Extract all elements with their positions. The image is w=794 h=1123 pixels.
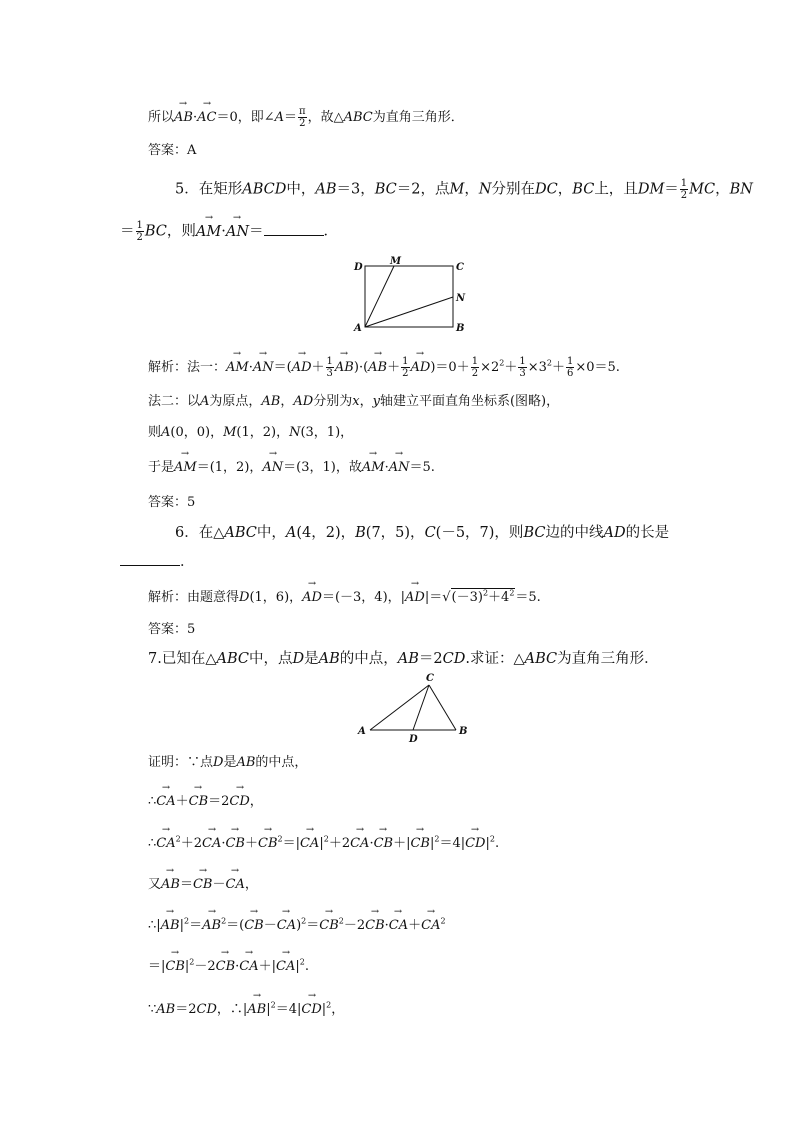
text: → CA [350,835,369,853]
text: → CB [410,835,430,853]
text: BC [374,181,397,198]
text: → AD [302,589,322,607]
text: 2 [499,358,505,368]
label-c: C [426,673,434,684]
text: 2 [471,368,479,379]
text: 2 [489,834,495,844]
text: ＋ [408,918,422,933]
text: y [372,394,380,409]
text: 解析：由题意得 [148,590,240,605]
fraction [136,220,144,243]
text: ×3 [527,360,547,375]
text: AB [156,1002,176,1017]
text: → AB [247,1001,266,1019]
text: · [221,223,226,240]
text: ＝0＋ [435,360,470,375]
text: BN [729,181,753,198]
text: ， [557,181,573,198]
text: 2 [440,916,446,926]
text: ＋ [504,360,518,375]
text: ， [280,394,294,409]
solution-5-method2-line3 [148,459,435,477]
text: ＝ [664,181,679,198]
text: 2 [434,834,440,844]
text: → CB [165,958,185,976]
label-d: D [354,262,363,273]
text: → CA [156,835,175,853]
solution-6 [148,588,541,607]
text: ×0＝5. [575,360,620,375]
text: M [449,181,465,198]
question-6-line1 [175,524,669,542]
text: → CD [229,793,249,811]
text: 2 [680,190,688,201]
text: ) [353,360,359,375]
label-c: C [456,262,464,273]
text: 解析：法一： [148,360,227,375]
text: 2 [277,834,283,844]
text: ∴ [148,836,157,851]
vector-ab: → AB [174,109,193,127]
text: 证明：∵点 [148,755,214,770]
proof-line4 [148,876,258,894]
text: 2 [136,232,143,243]
text: 1 [402,356,409,367]
text: 又 [148,877,162,892]
text: · [192,110,198,125]
text: 2 [301,916,307,926]
text: π [299,106,306,117]
text: AB [397,651,419,667]
text: | [184,959,190,974]
text: 2 [175,834,181,844]
text: ＝ [120,223,135,240]
text: (3，1)， [300,425,354,440]
text: → CA [276,958,295,976]
text: x [352,394,360,409]
text: → CB [374,835,394,853]
text: ＋| [258,959,277,974]
text: → AD [292,359,312,377]
text: 是 [304,651,319,667]
text: → AB [368,359,387,377]
text: ＋ [387,360,401,375]
text: → AB [202,917,221,935]
label-a: A [358,726,366,737]
text: → AM [226,359,249,377]
text: ＝2，点 [396,181,450,198]
text: 于是 [148,460,175,475]
text: ， [244,877,258,892]
text: → AM [196,223,221,241]
text: 所以 [148,110,175,125]
text: → AN [389,459,410,477]
question-5-line1 [175,178,753,201]
text: → CB [193,876,213,894]
text: → CB [244,917,264,935]
text: → CD [465,835,485,853]
text: ， [249,794,263,809]
text: 上，且 [594,181,638,198]
text: ＝4| [439,836,466,851]
text: ＝| [282,836,300,851]
radicand [451,588,516,607]
text: ＝2 [418,651,443,667]
text: (－3) [451,590,483,605]
text: → AN [226,223,249,241]
text: 2 [338,916,344,926]
text: －2 [343,918,366,933]
fraction [680,178,688,201]
text: 2 [189,957,195,967]
text: | [319,836,324,851]
text: ＝ [179,877,193,892]
text: 2 [299,118,306,129]
label-b: B [459,726,468,737]
text: 5．在矩形 [175,181,243,198]
text: AB [315,181,337,198]
text: ABC [224,525,257,541]
text: ， [715,181,730,198]
text: N [478,181,492,198]
text: | [179,918,184,933]
text: (7，5)， [365,525,425,541]
text: 2 [221,916,227,926]
text: ， [331,1002,345,1017]
proof-line2 [148,793,263,811]
text: | [266,1002,271,1017]
text: ) [296,918,302,933]
solution-5-method2-line2 [148,424,353,442]
text: · [384,460,389,475]
text: ) [430,360,436,375]
question-5-line2 [120,220,338,243]
text: CD [196,1002,217,1017]
text: 1 [471,356,479,367]
text: | [485,836,490,851]
text: BC [572,181,595,198]
segment-cd [413,685,429,730]
text: ＝| [148,959,166,974]
proof-line1 [148,754,307,772]
text: BC [523,525,546,541]
proof-line7 [148,1001,344,1019]
answer-blank [120,553,180,566]
text: 2 [323,834,329,844]
text: → AD [405,589,425,607]
text: 中， [286,181,316,198]
text: → CB [189,793,209,811]
text: → CD [301,1001,321,1019]
text: ＋2 [180,836,202,851]
text: M [223,425,237,440]
text: 中， [256,525,286,541]
text: (1，2)， [236,425,290,440]
text: A [285,525,297,541]
text: ＋ [244,836,258,851]
question-6-line2 [120,553,195,571]
text: | [295,959,300,974]
text: → AD [411,359,431,377]
text: ∴| [148,918,161,933]
text: AB [318,651,340,667]
text: D [213,755,224,770]
text: ＝ [306,918,320,933]
text: ABC [524,651,558,667]
proof-line3 [148,835,499,853]
text: ＋ [311,360,325,375]
text: C [424,525,436,541]
text: → AB [161,876,180,894]
text: ＝ [284,110,298,125]
text: → CA [239,958,258,976]
text: 2 [184,916,190,926]
text: ( [363,360,369,375]
text: 则 [148,425,162,440]
text: 为原点， [209,394,262,409]
triangle-figure [352,668,477,748]
text: ＋2 [328,836,351,851]
text: 为直角三角形． [372,110,464,125]
text: ， [359,394,373,409]
text: → CA [300,835,319,853]
text: ＝(3，1)，故 [283,460,362,475]
line-conclusion-4 [148,106,464,129]
question-7 [148,650,659,668]
label-n: N [456,293,466,304]
text: (－5，7)，则 [435,525,524,541]
text: · [221,836,226,851]
rectangle-abcd [365,266,453,327]
text: 2 [509,588,515,598]
text: ＝ [249,223,264,240]
text: → CB [365,917,385,935]
text: MC [689,181,716,198]
text: ＋| [393,836,411,851]
text: D [239,590,250,605]
text: 是 [223,755,237,770]
text: AD [603,525,626,541]
text: · [235,959,240,974]
text: －2 [194,959,216,974]
text: 2 [546,358,552,368]
text: → CB [258,835,278,853]
text: | [321,1002,327,1017]
text: 的长是 [625,525,670,541]
segment-am [365,266,394,327]
rectangle-figure [350,255,470,335]
text: ( [286,360,292,375]
text: ，则 [166,223,196,240]
text: ， [464,181,479,198]
text: 7.已知在△ [148,651,217,667]
label-d: D [409,734,418,745]
text: 边的中线 [545,525,604,541]
text: ＝2 [208,794,230,809]
text: ∴ [148,794,157,809]
text: · [384,918,389,933]
text: D [292,651,305,667]
text: 分别在 [491,181,536,198]
text: (0，0)， [170,425,224,440]
text: → CA [226,876,245,894]
text: 2 [326,1000,332,1010]
text: → AN [262,459,283,477]
text: 1 [326,356,333,367]
solution-5-method2-line1 [148,393,559,411]
text: → AM [174,459,197,477]
text: ． [323,223,339,240]
answer-5: 答案：5 [148,495,196,510]
text: AD [293,394,314,409]
solution-5-method1 [148,356,620,379]
text: ×2 [480,360,500,375]
proof-line5 [148,917,446,935]
text: 的中点， [339,651,398,667]
text: · [248,360,253,375]
text: BC [144,223,167,240]
proof-line6 [148,958,309,976]
text: DC [535,181,558,198]
text: . [304,959,309,974]
text: → CA [277,917,296,935]
text: B [355,525,366,541]
text: ABCD [242,181,287,198]
text: 分别为 [313,394,353,409]
text: 1 [680,178,688,189]
text: － [212,877,226,892]
text: AB [236,755,256,770]
text: · [369,836,374,851]
text: ＝4| [275,1002,302,1017]
text: A [274,110,285,125]
text: ． [180,554,195,570]
vector-ac: → AC [197,109,216,127]
label-b: B [456,323,465,334]
text: ＝(1，2)， [196,460,263,475]
text: － [263,918,277,933]
text: AB [261,394,281,409]
text: 中，点 [249,651,293,667]
answer-blank [264,223,324,236]
text: . [494,836,500,851]
text: ∵ [148,1002,157,1017]
text: ，∴| [216,1002,248,1017]
text: ，故△ [307,110,344,125]
text: (1，6)， [249,590,303,605]
text: → CA [389,917,408,935]
text: ＋ [551,360,565,375]
text: ＝5. [409,460,435,475]
label-a: A [354,323,362,334]
text: |＝√ [424,590,451,605]
text: 2 [270,1000,276,1010]
segment-cb [429,685,456,730]
text: N [289,425,301,440]
text: → CA [421,917,440,935]
text: ＋ [175,794,189,809]
answer-4: 答案：A [148,143,197,158]
label-m: M [390,256,402,267]
text: → AM [362,459,385,477]
text: ＝5. [515,590,541,605]
text: 的中点， [255,755,308,770]
text: ＋4 [488,590,510,605]
fraction [298,106,307,129]
text: ＝0，即∠ [216,110,275,125]
text: 6 [567,368,574,379]
text: → CB [225,835,245,853]
text: A [161,425,171,440]
text: ＝ [189,918,203,933]
text: 为直角三角形． [557,651,659,667]
segment-an [365,297,453,327]
text: 2 [299,957,305,967]
text: 2 [402,368,409,379]
text: 2 [482,588,489,598]
text: → CA [202,835,221,853]
segment-ac [370,685,429,730]
text: .求证：△ [465,651,525,667]
text: CD [442,651,466,667]
text: → CB [216,958,236,976]
text: | [429,836,435,851]
text: → AN [253,359,274,377]
text: A [200,394,210,409]
text: ＝3， [336,181,375,198]
text: 轴建立平面直角坐标系(图略)， [379,394,560,409]
text: ABC [216,651,249,667]
text: → AB [161,917,180,935]
text: 3 [326,368,333,379]
text: → AB [335,359,354,377]
text: ＝(－3，4)，| [321,590,406,605]
text: → CA [156,793,175,811]
text: ABC [343,110,373,125]
text: 1 [136,220,143,231]
text: (4，2)， [296,525,356,541]
text: DM [637,181,665,198]
text: ＝ [273,360,287,375]
answer-6: 答案：5 [148,622,196,637]
text: 法二：以 [148,394,201,409]
text: 3 [519,368,526,379]
text: → CB [319,917,339,935]
text: 1 [519,356,526,367]
text: 6．在△ [175,525,225,541]
text: ＝2 [175,1002,197,1017]
text: · [358,360,364,375]
text: ＝( [226,918,245,933]
text: 1 [567,356,574,367]
